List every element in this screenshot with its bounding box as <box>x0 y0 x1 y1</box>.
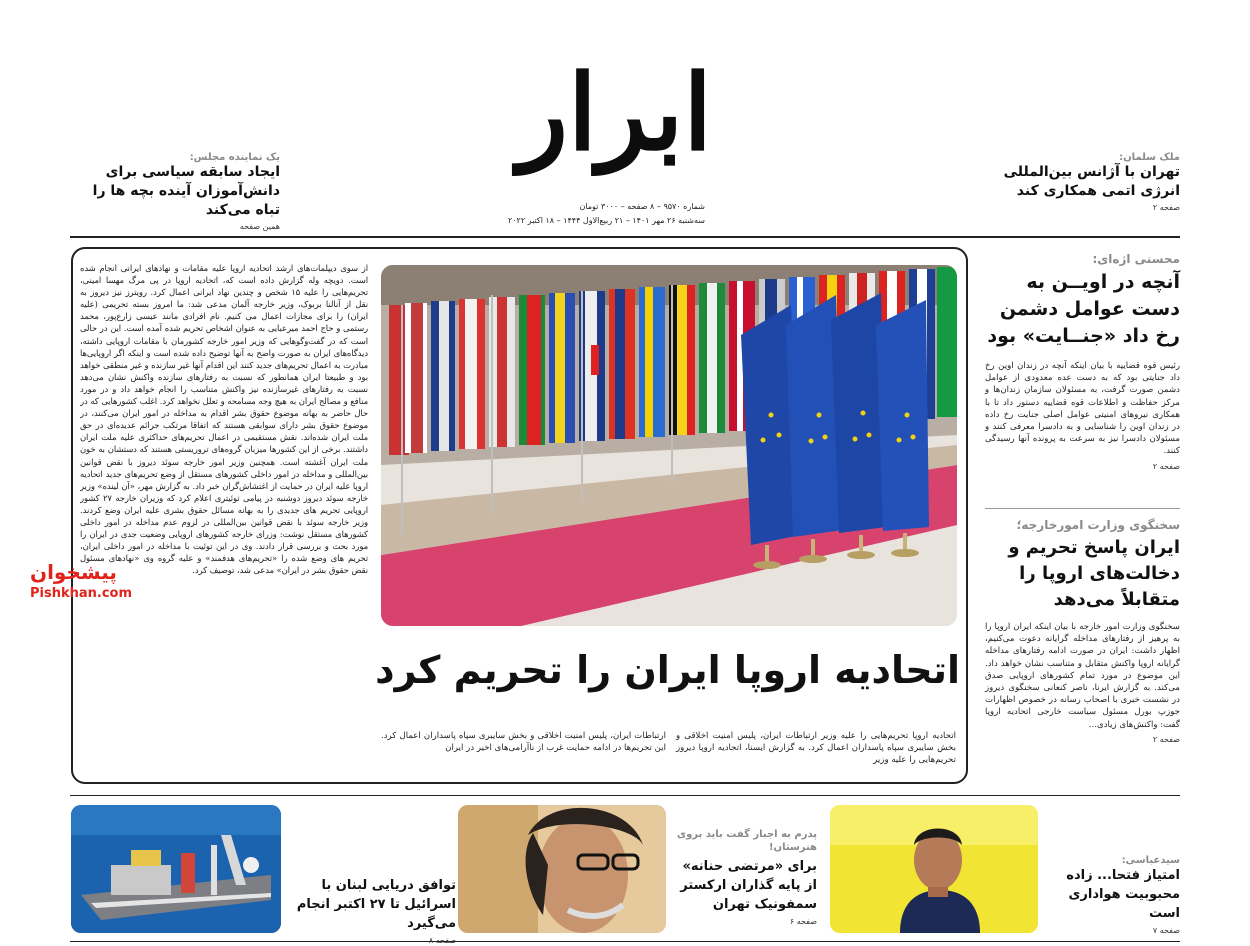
story-page: صفحه ۲ <box>1152 734 1180 744</box>
story-page: صفحه ۲ <box>1152 461 1180 471</box>
right-story-1[interactable] <box>985 252 1180 471</box>
photo-platform <box>71 805 281 933</box>
watermark-site: Pishkhan.com <box>30 586 133 601</box>
right-story-2[interactable] <box>985 518 1180 744</box>
date-line: سه‌شنبه ۲۶ مهر ۱۴۰۱ – ۲۱ ربیع‌الاول ۱۴۴۴ – ۱۸ اکتبر ۲۰۲۲ <box>507 216 705 225</box>
teaser-kicker: ملک سلمان: <box>1119 152 1180 163</box>
teaser-page: صفحه ۶ <box>789 917 817 926</box>
teaser-headline: توافق دریایی لبنان با اسرائیل تا ۲۷ اکتبر انجام می‌گیرد <box>296 878 456 931</box>
teaser-page: همین صفحه <box>239 222 280 231</box>
right-divider <box>985 508 1180 509</box>
photo-portrait <box>458 805 666 933</box>
watermark-name: پیشخوان <box>30 560 117 584</box>
teaser-page: صفحه ۲ <box>1152 203 1180 212</box>
bottom-rule <box>70 795 1180 796</box>
bottom-left-teaser[interactable] <box>286 876 456 945</box>
teaser-headline: برای «مرتضی حنانه» از پایه گذاران ارکستر سمفونیک تهران <box>680 859 817 912</box>
newspaper-logo: ابرار <box>517 51 713 174</box>
story-body: سخنگوی وزارت امور خارجه با بیان اینکه ایران اروپا را به پرهیز از رفتارهای مداخله گرایانه دعوت می‌کنیم، اظهار داشت: ایران در صورت ادامه رفتارهای مداخله گرایانه اروپا واکنش متقابل و متناسب نشان خواهد داد. این موضوع در مورد تمام کشورهای اروپایی صدق می‌کند. به گزارش ایرنا، ناصر کنعانی سخنگوی دیروز در نشست خبری با اصحاب رسانه در خصوص اظهارات جوزپ بورل مسئول سیاست خارجی اتحادیه اروپا گفت: واکنش‌های زیادی... <box>985 622 1180 730</box>
main-story-continuation: از سوی دیپلمات‌های ارشد اتحادیه اروپا علیه مقامات و نهادهای ایرانی انجام شده است. دویچه وله گزارش داده است که، اتحادیه اروپا در پی مرگ مهسا امینی، تحریم‌هایی را علیه ۱۵ شخص و چندین نهاد ایرانی اعمال کرد. رویترز نیز دیروز به نقل از آنالنا بربوک، وزیر خارجه آلمان مدعی شد: ما امروز بسته تحریمی (علیه ایران) را برای مجازات اعمال می کنیم. نام افرادی مانند عیسی زارع‌پور، محمد رستمی و حاج احمد میرعبایی به عنوان اشخاص تحریم شده آمده است. این در حالی است که در گفت‌وگوهایی که وزیر امور خارجه کشورمان با مقامات اروپایی داشته، دیدگاه‌های ایران به صورت واضح به آنها توضیح داده شده است و اینکه اگر اروپایی‌ها مبادرت به اعمال تحریم‌های جدید کنند این اقدام آنها غیر سازنده و غیر منطقی خواهد بود و طبیعتا ایران همانطور که نسبت به رفتارهای سازنده واکنش نشان می‌دهد نسبت به رفتارهای غیرسازنده نیز واکنش متناسب را انجام خواهد داد و در مورد منافع و مصالح ایران به هیچ وجه مسامحه و تعلل نخواهد کرد. اغلب کشورهایی که در حال حاضر به بهانه موضوع حقوق بشر اقدام به مداخله در امور ایران می‌کنند، در موضوع حقوق بشر دارای سوابقی هستند که اتفاقا مرتکب جرائم عدیده‌ای در حق ملت ایران شده‌اند. نقش مستقیمی در اعمال تحریم‌های حداکثری علیه ملت ایران داشتند. برخی از این کشورها میزبان گروه‌های تروریستی هستند که دستشان به خون ملت ایران آغشته است. همچنین وزیر امور خارجه سوئد دیروز با نقض قوانین بین‌المللی و مداخله در امور داخلی کشورهای مستقل از وضع تحریم‌های جدید اتحادیه اروپا علیه ایران در حمایت از اغتشاش‌گران خبر داد. به گزارش مهر، «آن لینده» وزیر خارجه سوئد دیروز دوشنبه در پیامی توئیتری اعلام کرد که وزیران خارجه ۲۷ کشور اروپایی تحریم های جدیدی را به بهانه مسائل حقوق بشری علیه ایران وضع کردند. وزیر خارجه سوئد با نقض قوانین بین‌المللی در لزوم عدم مداخله در امور داخلی کشورهای مستقل نوشت: وزرای خارجه کشورهای اروپایی وضعیت جدی در ایران را مورد بحث و بررسی قرار دادند. وی در این توئیت با مداخله در امور داخلی ایران، تحریم های وضع شده را «تحریم‌های هدفمند» و علیه گروه وی «نهادهای مسئول نقض حقوق بشر در ایران» مدعی شد، توصیف کرد. <box>80 263 368 576</box>
main-story-col1: اتحادیه اروپا تحریم‌هایی را علیه وزیر ارتباطات ایران، پلیس امنیت اخلاقی و بخش سایبری سپاه پاسداران اعمال کرد. به گزارش ایسنا، اتحادیه اروپا دیروز تحریم‌هایی را علیه وزیر <box>676 731 956 766</box>
top-left-teaser[interactable] <box>70 152 280 231</box>
portrait-illustration <box>458 805 666 933</box>
story-body: رئیس قوه قضاییه با بیان اینکه آنچه در زندان اوین رخ داد جنایتی بود که به دست عده معدودی از عوامل دشمن صورت گرفت، به مسئولان سازمان زندان‌ها و مرکز حفاظت و اطلاعات قوه قضاییه دستور داد تا با همکاری نیروهای امنیتی عوامل اصلی جنایت رخ داده در زندان اوین را شناسایی و به دادسرا معرفی کنند و مسئولان دادسرا نیز به سرعت به پرونده آنها رسیدگی کنند. <box>985 361 1180 457</box>
platform-illustration <box>71 805 281 933</box>
eu-flags-photo <box>381 265 957 626</box>
teaser-page: صفحه ۷ <box>1152 926 1180 935</box>
teaser-kicker: پدرم به اجبار گفت باید بروی هنرستان! <box>676 829 817 853</box>
bottom-right-teaser[interactable] <box>1045 855 1180 935</box>
top-right-teaser[interactable] <box>965 152 1180 212</box>
teaser-kicker: سیدعباسی: <box>1121 855 1180 866</box>
coach-illustration <box>830 805 1038 933</box>
teaser-headline: امتیاز فتحا... زاده محبوبیت هواداری است <box>1066 868 1180 921</box>
main-headline: اتحادیه اروپا ایران را تحریم کرد <box>375 648 960 692</box>
main-story-col2: ارتباطات ایران، پلیس امنیت اخلاقی و بخش سایبری سپاه پاسداران اعمال کرد. این تحریم‌ها در ادامه حمایت غرب از ناآرامی‌های اخیر در ایران <box>381 731 666 754</box>
teaser-headline: ایجاد سابقه سیاسی برای دانش‌آموزان آینده بچه ها را تباه می‌کند <box>92 164 280 218</box>
main-photo <box>381 265 957 626</box>
watermark-logo <box>30 560 160 601</box>
story-headline: آنچه در اویــن به دست عوامل دشمن رخ داد «جنــایت» بود <box>987 271 1180 347</box>
story-kicker: سخنگوی وزارت امورخارجه؛ <box>1016 518 1180 532</box>
bottom-middle-teaser[interactable] <box>672 828 817 926</box>
story-kicker: محسنی اژه‌ای: <box>1092 252 1180 266</box>
issue-line: شماره ۹۵۷۰ – ۸ صفحه – ۳۰۰۰ تومان <box>579 202 705 211</box>
teaser-kicker: یک نماینده مجلس: <box>189 152 280 163</box>
footer-rule <box>70 941 1180 942</box>
teaser-headline: تهران با آژانس بین‌المللی انرژی اتمی همکاری کند <box>1003 164 1180 199</box>
story-headline: ایران پاسخ تحریم و دخالت‌های اروپا را متقابلاً می‌دهد <box>1008 537 1180 610</box>
photo-coach <box>830 805 1038 933</box>
masthead-rule <box>70 236 1180 238</box>
